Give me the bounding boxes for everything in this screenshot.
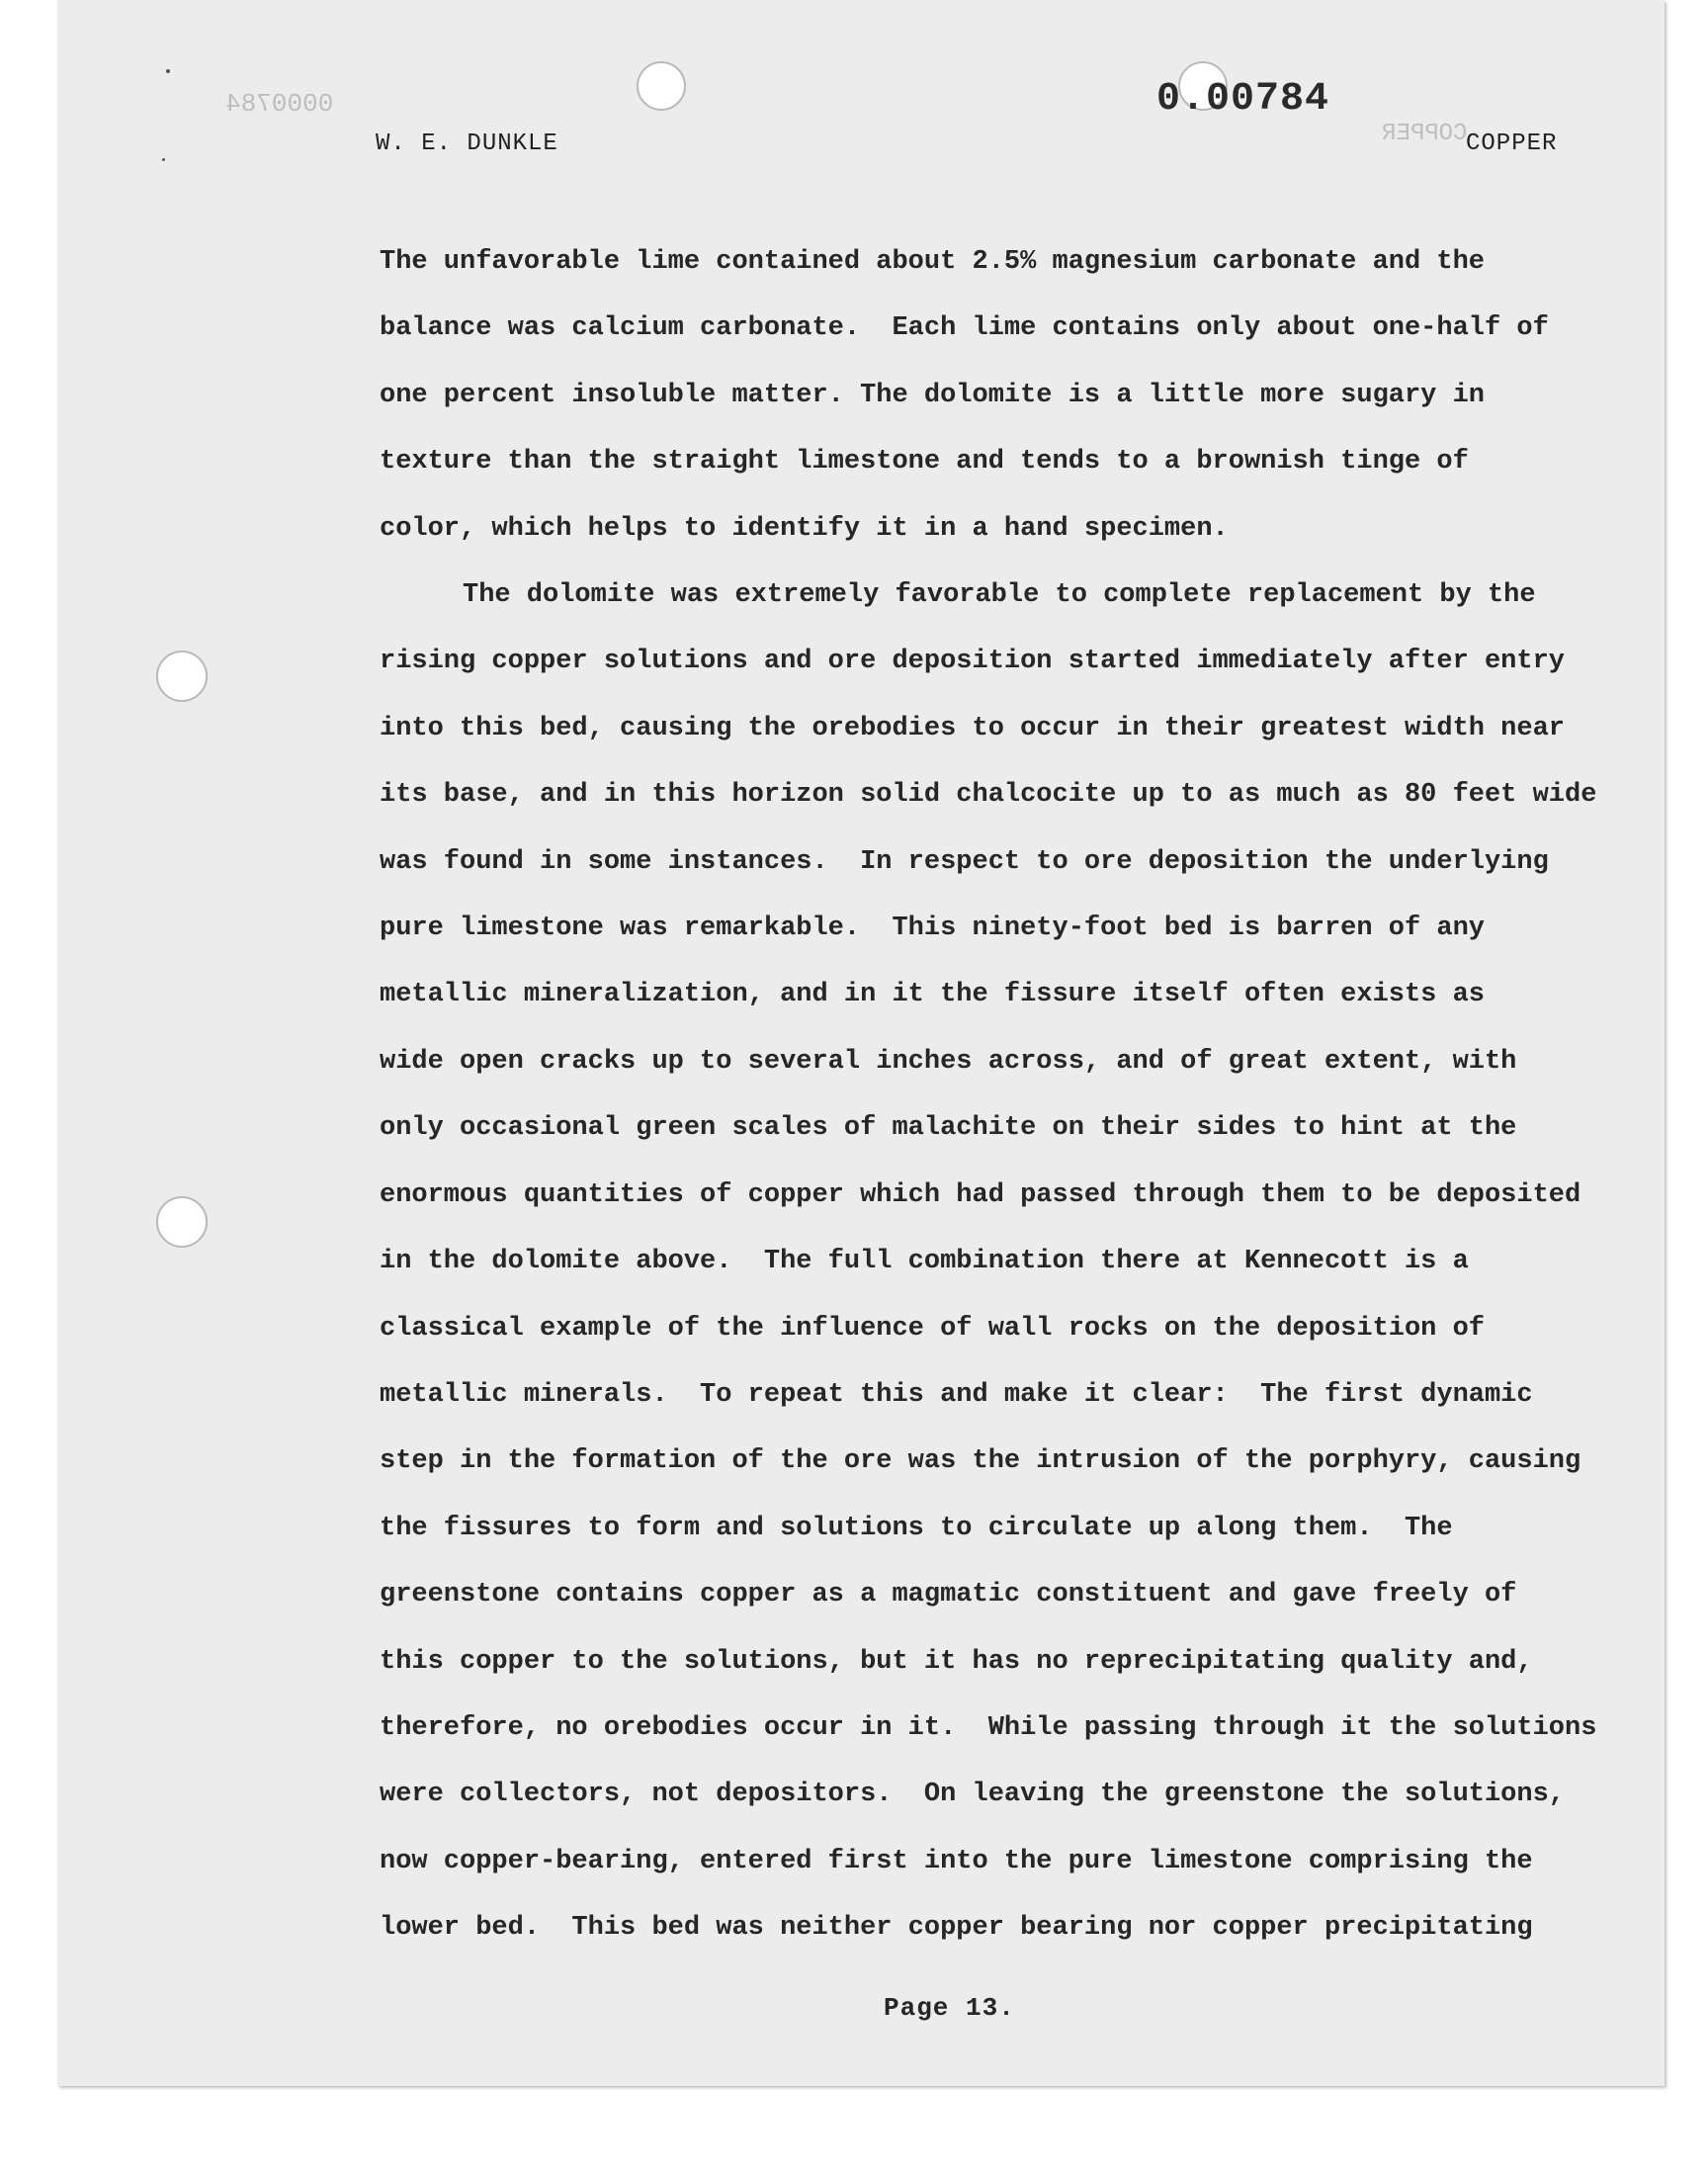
body-text [380, 229, 1655, 1962]
text-line: pure limestone was remarkable. This ninety-foot bed is barren of any [380, 914, 1485, 944]
text-line: metallic minerals. To repeat this and make it clear: The first dynamic [380, 1379, 1533, 1410]
text-line: greenstone contains copper as a magmatic constituent and gave freely of [380, 1580, 1517, 1610]
text-line: balance was calcium carbonate. Each lime contains only about one-half of [380, 313, 1549, 344]
text-line: its base, and in this horizon solid chalcocite up to as much as 80 feet wide [380, 780, 1597, 811]
punch-hole [637, 61, 686, 111]
punch-hole [156, 651, 208, 702]
text-line: metallic mineralization, and in it the fissure itself often exists as [380, 980, 1485, 1010]
text-line: one percent insoluble matter. The dolomite is a little more sugary in [380, 380, 1485, 410]
text-line: this copper to the solutions, but it has no reprecipitating quality and, [380, 1646, 1533, 1677]
text-line: color, which helps to identify it in a hand specimen. [380, 513, 1229, 544]
text-line: in the dolomite above. The full combination there at Kennecott is a [380, 1247, 1469, 1277]
text-line: only occasional green scales of malachite on their sides to hint at the [380, 1113, 1517, 1144]
ink-speck [166, 69, 170, 73]
document-number: 0.00784 [1156, 77, 1330, 122]
document-page [57, 0, 1665, 2086]
text-line: enormous quantities of copper which had passed through them to be deposited [380, 1179, 1581, 1210]
bleed-through-number: 0000784 [225, 89, 334, 119]
bleed-through-subject: COPPER [1382, 121, 1468, 147]
text-line: texture than the straight limestone and tends to a brownish tinge of [380, 447, 1469, 478]
text-line: classical example of the influence of wall rocks on the deposition of [380, 1313, 1485, 1344]
text-line: now copper-bearing, entered first into the pure limestone comprising the [380, 1846, 1533, 1876]
header-subject: COPPER [1466, 130, 1558, 157]
text-line: wide open cracks up to several inches across, and of great extent, with [380, 1046, 1517, 1077]
punch-hole [156, 1196, 208, 1248]
text-line: step in the formation of the ore was the intrusion of the porphyry, causing [380, 1446, 1581, 1477]
text-line: The dolomite was extremely favorable to complete replacement by the [463, 580, 1536, 611]
text-line: the fissures to form and solutions to circulate up along them. The [380, 1513, 1453, 1543]
ink-speck [162, 158, 165, 161]
text-line: were collectors, not depositors. On leaving the greenstone the solutions, [380, 1780, 1565, 1810]
text-line: rising copper solutions and ore deposition started immediately after entry [380, 647, 1565, 677]
text-line: lower bed. This bed was neither copper bearing nor copper precipitating [380, 1913, 1533, 1944]
text-line: The unfavorable lime contained about 2.5% magnesium carbonate and the [380, 247, 1485, 277]
page-number: Page 13. [884, 1993, 1015, 2023]
text-line: was found in some instances. In respect to ore deposition the underlying [380, 846, 1549, 877]
header-author: W. E. DUNKLE [376, 130, 558, 157]
text-line: therefore, no orebodies occur in it. While passing through it the solutions [380, 1712, 1597, 1743]
text-line: into this bed, causing the orebodies to occur in their greatest width near [380, 713, 1565, 743]
